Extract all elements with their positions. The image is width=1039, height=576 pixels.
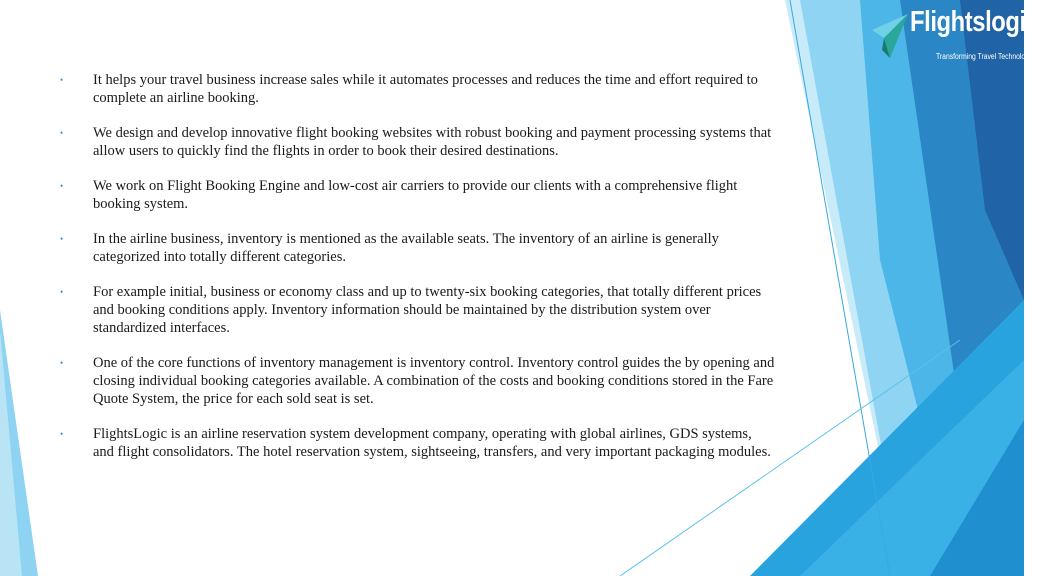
list-item <box>56 71 776 107</box>
list-item <box>56 354 776 408</box>
bullet-marker: • <box>60 429 64 439</box>
bullet-text: For example initial, business or economy class and up to twenty-six booking categories, that totally different prices and booking conditions apply. Inventory information should be maintained by the distribution system over standardized interfaces. <box>93 284 762 336</box>
bullet-marker: • <box>60 234 64 244</box>
list-item <box>56 425 776 461</box>
list-item <box>56 177 776 213</box>
paper-plane-icon <box>870 10 910 62</box>
flightslogic-logo[interactable] <box>870 6 1039 66</box>
bullet-list <box>56 71 776 478</box>
logo-name: Flightslogic <box>910 6 1039 38</box>
bullet-text: One of the core functions of inventory management is inventory control. Inventory control guides the by opening and closing individual booking categories available. A combination of the costs and booking conditions stored in the Fare Quote System, the price for each sold seat is set. <box>93 355 775 407</box>
list-item <box>56 283 776 337</box>
logo-tagline: Transforming Travel Technology <box>936 52 1033 61</box>
bullet-text: It helps your travel business increase sales while it automates processes and reduces the time and effort required to complete an airline booking. <box>93 72 758 106</box>
bullet-marker: • <box>60 181 64 191</box>
bullet-marker: • <box>60 75 64 85</box>
bullet-marker: • <box>60 287 64 297</box>
bullet-text: In the airline business, inventory is mentioned as the available seats. The inventory of an airline is generally categorized into totally different categories. <box>93 231 719 265</box>
bullet-text: We work on Flight Booking Engine and low-cost air carriers to provide our clients with a comprehensive flight booking system. <box>93 178 738 212</box>
bullet-text: We design and develop innovative flight booking websites with robust booking and payment processing systems that allow users to quickly find the flights in order to book their desired destinations. <box>93 125 772 159</box>
list-item <box>56 230 776 266</box>
bullet-marker: • <box>60 128 64 138</box>
list-item <box>56 124 776 160</box>
bullet-text: FlightsLogic is an airline reservation system development company, operating with global airlines, GDS systems, and flight consolidators. The hotel reservation system, sightseeing, transfers, and very important packaging modules. <box>93 426 771 460</box>
bullet-marker: • <box>60 358 64 368</box>
